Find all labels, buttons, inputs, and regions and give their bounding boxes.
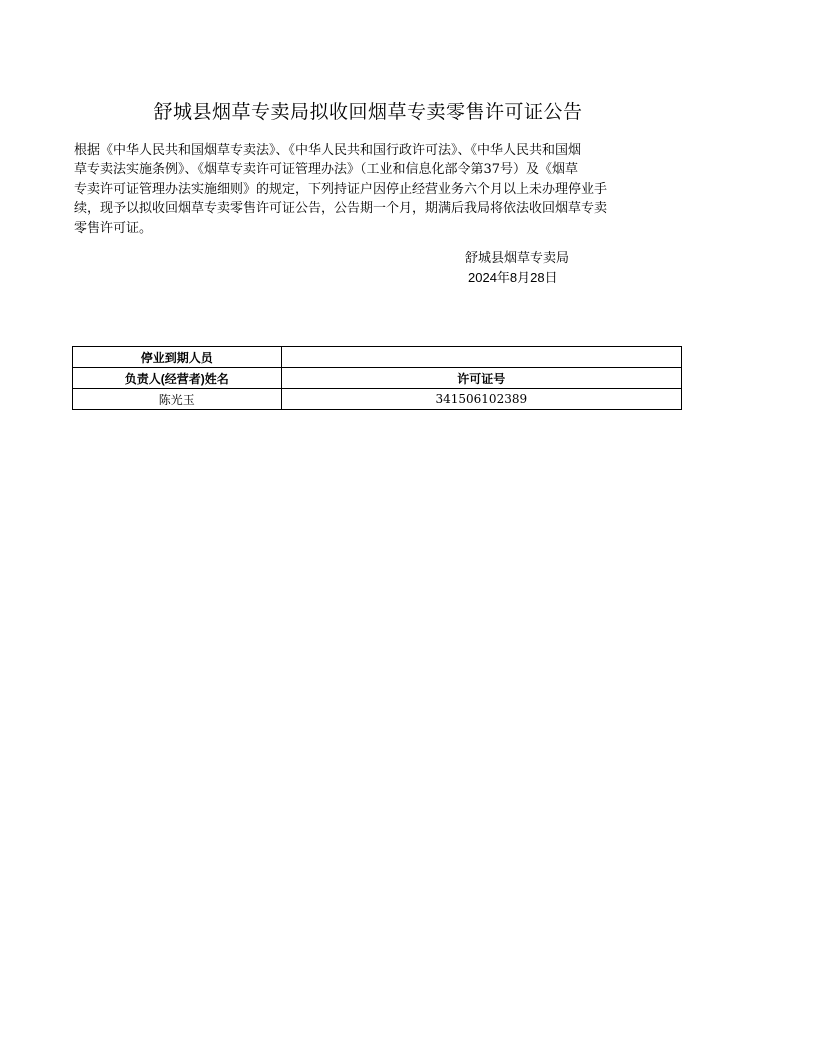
notice-body: [74, 141, 684, 238]
license-number-cell: 341506102389: [281, 389, 681, 410]
license-table: [72, 346, 682, 410]
notice-body-line: 续，现予以拟收回烟草专卖零售许可证公告，公告期一个月，期满后我局将依法收回烟草专卖: [74, 201, 608, 217]
notice-body-line: 草专卖法实施条例》、《烟草专卖许可证管理办法》（工业和信息化部令第37号）及《烟草: [74, 162, 579, 178]
signoff: [465, 249, 569, 288]
section-row: [73, 347, 682, 368]
issue-date: 2024年8月28日: [468, 270, 558, 286]
notice-title: 舒城县烟草专卖局拟收回烟草专卖零售许可证公告: [153, 101, 583, 123]
section-label: 停业到期人员: [73, 347, 282, 368]
section-value: [281, 347, 681, 368]
notice-body-line: 专卖许可证管理办法实施细则》的规定，下列持证户因停止经营业务六个月以上未办理停业手: [74, 181, 608, 197]
table-header-row: [73, 368, 682, 389]
notice-body-line: 零售许可证。: [74, 220, 153, 236]
table-row: [73, 389, 682, 410]
column-header-license: 许可证号: [281, 368, 681, 389]
issuer-name: 舒城县烟草专卖局: [465, 251, 570, 266]
holder-name-cell: 陈光玉: [73, 389, 282, 410]
notice-body-line: 根据《中华人民共和国烟草专卖法》、《中华人民共和国行政许可法》、《中华人民共和国烟: [74, 143, 582, 158]
column-header-name: 负责人(经营者)姓名: [73, 368, 282, 389]
